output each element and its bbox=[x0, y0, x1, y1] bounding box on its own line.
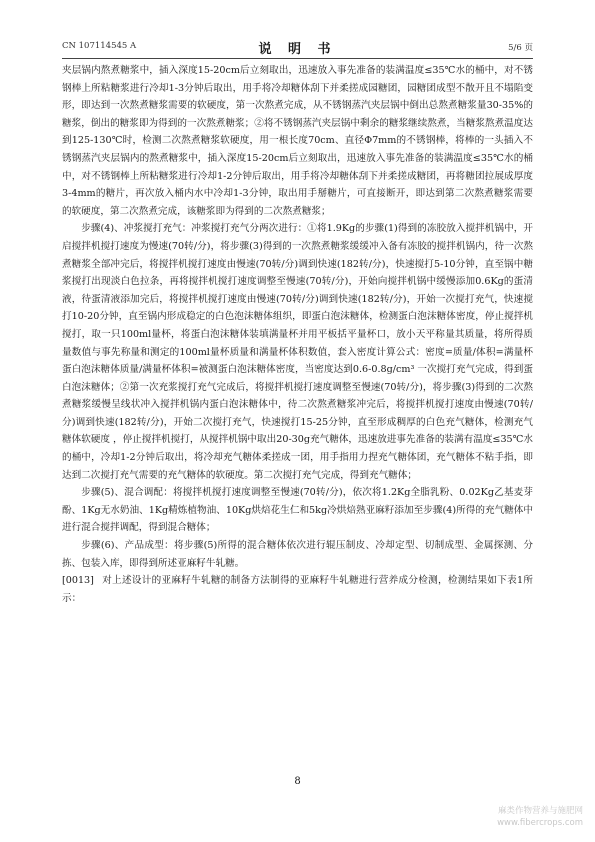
page-info: 5/6 页 bbox=[508, 43, 533, 53]
page-number: 8 bbox=[294, 776, 301, 787]
paragraph-step-4: 步骤(4)、冲浆搅打充气：冲浆搅打充气分两次进行：①将1.9Kg的步骤(1)得到的冻胶放入搅拌机锅中，开启搅拌机搅打速度为慢速(70转/分)，将步骤(3)得到的一次熬煮糖浆缓缓冲入备有冻胶的搅拌机锅内，待一次熬煮糖浆全部冲完后，将搅拌机搅打速度由慢速(70转/分)调到快速(182转/分)，快速搅打5-10分钟，直至锅中糖浆搅打出现淡白色拉条，再将搅拌机搅打速度调整至慢速(70转/分)，开始向搅拌机锅中缓慢添加0.6Kg的蛋清液，待蛋清液添加完后，将搅拌机搅打速度由慢速(70转/分)调到快速(182转/分)，开始一次搅打充气，快速搅打10-20分钟，直至锅内形成稳定的白色泡沫糖体组织，即蛋白泡沫糖体，检测蛋白泡沫糖体密度，停止搅拌机搅打，取一只100ml量杯，将蛋白泡沫糖体装填满量杯并用平板括平量杯口，放小天平称量其质量，将所得质量数值与事先称量和测定的100ml量杯质量和满量杯体积数值，套入密度计算公式：密度=质量/体积=满量杯蛋白泡沫糖体质量/满量杯体积=被测蛋白泡沫糖体密度，当密度达到0.6-0.8g/cm³ 一次搅打充气完成，得到蛋白泡沫糖体；②第一次充浆搅打充气完成后，将搅拌机搅打速度调整至慢速(70转/分)，将步骤(3)得到的二次熬煮糖浆缓慢呈线状冲入搅拌机锅内蛋白泡沫糖体中，待二次熬煮糖浆冲完后，将搅拌机搅打速度由慢速(70转/分)调到快速(182转/分)，开始二次搅打充气，快速搅打15-25分钟，直至形成稠厚的白色充气糖体，检测充气糖体软硬度 ，停止搅拌机搅打，从搅拌机锅中取出20-30g充气糖体，迅速放进事先准备的装满有温度≤35℃水的桶中，冷却1-2分钟后取出，将冷却充气糖体柔搓成一团，用手指用力捏充气糖体团，充气糖体不粘手指，即达到二次搅打充气需要的充气糖体的软硬度。第二次搅打充气完成，得到充气糖体； bbox=[62, 223, 533, 481]
paragraph-step-5: 步骤(5)、混合调配：将搅拌机搅打速度调整至慢速(70转/分)，依次将1.2Kg全脂乳粉、0.02Kg乙基麦芽酚、1Kg无水奶油、1Kg精炼植物油、10Kg烘焙花生仁和5kg冷烘焙熟亚麻籽添加至步骤(4)所得的充气糖体中进行混合搅拌调配，得到混合糖体； bbox=[62, 487, 533, 534]
paragraph-number: [0013] bbox=[62, 575, 94, 587]
paragraph-continued: 夹层锅内熬煮糖浆中，插入深度15-20cm后立刻取出，迅速放入事先准备的装满温度≤35℃水的桶中，对不锈钢棒上所粘糖浆进行冷却1-3分钟后取出，用手将冷却糖体刮下并柔搓成园糖团，园糖团成型不散开且不塌陷变形，即达到一次熬煮糖浆需要的软硬度，第一次熬煮完成，从不锈钢蒸汽夹层锅中倒出总熬煮糖浆量30-35%的糖浆，倒出的糖浆即为得到的一次熬煮糖浆；②将不锈钢蒸汽夹层锅中剩余的糖浆继续熬煮，当糖浆熬煮温度达到125-130℃时，检测二次熬煮糖浆软硬度，用一根长度70cm、直径Φ7mm的不锈钢棒，将棒的一头插入不锈钢蒸汽夹层锅内的熬煮糖浆中，插入深度15-20cm后立刻取出，迅速放入事先准备的装满温度≤35℃水的桶中，对不锈钢棒上所粘糖浆进行冷却1-2分钟后取出，用手将冷却糖体刮下并柔搓成糖团，再将糖团拉展成厚度3-4mm的糖片，再次放入桶内水中冷却1-3分钟，取出用手掰糖片，可直接断开，即达到第二次熬煮糖浆需要的软硬度，第二次熬煮完成，该糖浆即为得到的二次熬煮糖浆； bbox=[62, 65, 533, 217]
watermark-site-name: 麻类作物营养与施肥网 bbox=[497, 806, 583, 816]
watermark bbox=[497, 805, 583, 829]
paragraph-0013-text: 对上述设计的亚麻籽牛轧糖的制备方法制得的亚麻籽牛轧糖进行营养成分检测，检测结果如下表1所示： bbox=[62, 575, 533, 604]
page-header bbox=[62, 38, 533, 56]
watermark-url: www.fibercrops.com bbox=[497, 818, 583, 828]
patent-number: CN 107114545 A bbox=[62, 41, 137, 51]
document-body bbox=[62, 62, 533, 607]
paragraph-step-6: 步骤(6)、产品成型：将步骤(5)所得的混合糖体依次进行辊压制皮、冷却定型、切制成型、金属探测、分拣、包装入库，即得到所述亚麻籽牛轧糖。 bbox=[62, 540, 533, 569]
header-rule bbox=[62, 58, 533, 59]
document-title: 说 明 书 bbox=[258, 42, 337, 57]
paragraph-0013 bbox=[62, 572, 533, 607]
